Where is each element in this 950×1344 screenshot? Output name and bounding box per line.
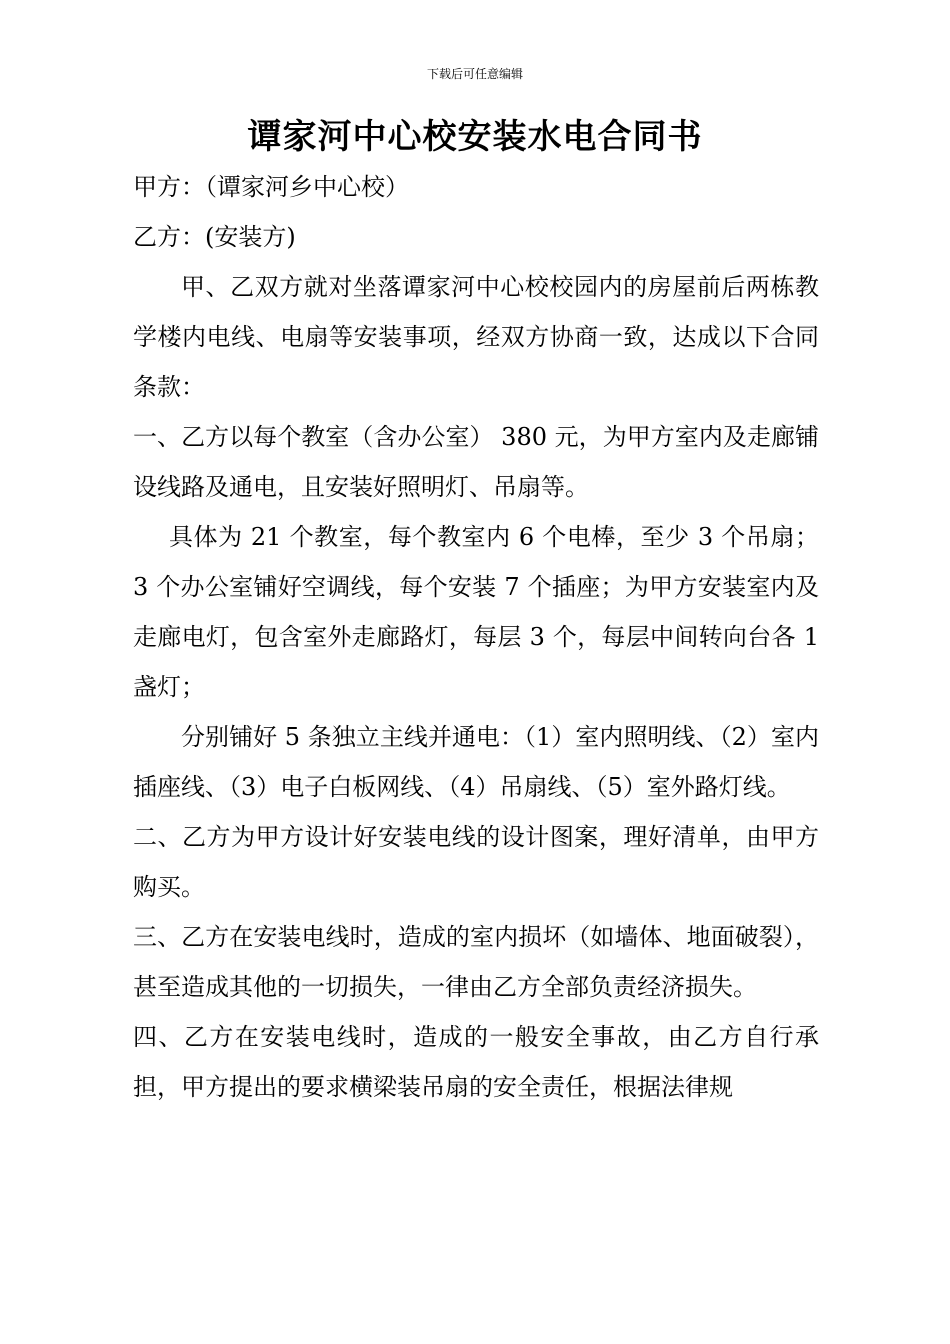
header-note: 下载后可任意编辑 bbox=[426, 67, 523, 81]
clause-four: 四、乙方在安装电线时，造成的一般安全事故，由乙方自行承担，甲方提出的要求横梁装吊扇的安全责任，根据法律规 bbox=[133, 1023, 819, 1101]
intro-paragraph: 甲、乙双方就对坐落谭家河中心校校园内的房屋前后两栋教学楼内电线、电扇等安装事项，经双方协商一致，达成以下合同条款： bbox=[133, 273, 819, 401]
clause-one-detail: 具体为 21 个教室，每个教室内 6 个电棒，至少 3 个吊扇；3 个办公室铺好空调线，每个安装 7 个插座；为甲方安装室内及走廊电灯，包含室外走廊路灯，每层 3 个，每层中间转向台各 1 盏灯； bbox=[133, 523, 819, 701]
clause-two: 二、乙方为甲方设计好安装电线的设计图案，理好清单，由甲方购买。 bbox=[133, 823, 819, 901]
party-b-line: 乙方：(安装方) bbox=[133, 223, 296, 251]
document-title: 谭家河中心校安装水电合同书 bbox=[247, 117, 703, 157]
party-a-line: 甲方：（谭家河乡中心校） bbox=[133, 173, 409, 201]
document-body bbox=[133, 162, 819, 1112]
clause-one-lines: 分别铺好 5 条独立主线并通电：（1）室内照明线、（2）室内插座线、（3）电子白板网线、（4）吊扇线、（5）室外路灯线。 bbox=[133, 723, 819, 801]
clause-one: 一、乙方以每个教室（含办公室） 380 元，为甲方室内及走廊铺设线路及通电，且安装好照明灯、吊扇等。 bbox=[133, 423, 819, 501]
clause-three: 三、乙方在安装电线时，造成的室内损坏（如墙体、地面破裂），甚至造成其他的一切损失，一律由乙方全部负责经济损失。 bbox=[133, 923, 819, 1001]
